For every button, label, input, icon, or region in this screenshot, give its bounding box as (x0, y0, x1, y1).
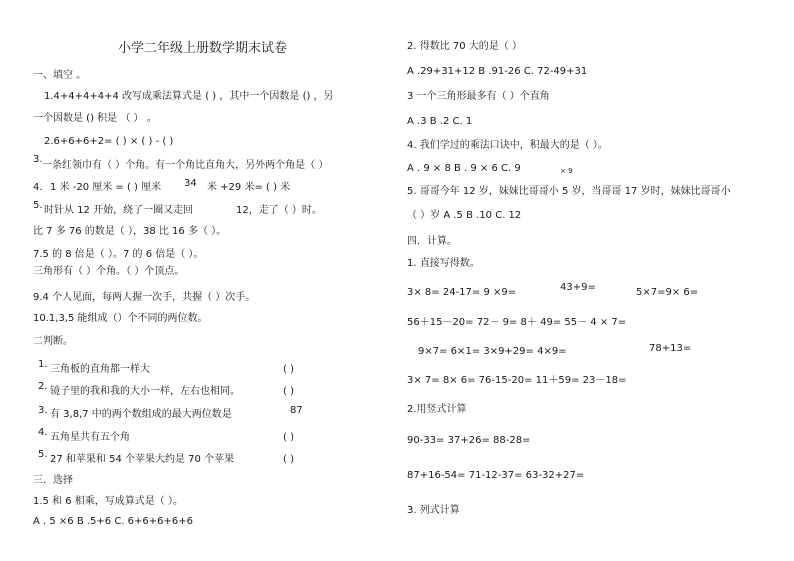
judge-3-number: 87 (290, 405, 303, 416)
calc-word-heading: 3. 列式计算 (407, 505, 460, 516)
section-fill-in: 一、填空 。 (33, 70, 87, 81)
choice-4-options: A . 9 × 8 B . 9 × 6 C. 9 (407, 163, 521, 174)
question-1-line-2: 一个因数是 () 积是 （ ） 。 (33, 113, 157, 124)
calc-vertical-heading: 2.用竖式计算 (407, 404, 467, 415)
judge-number-2: 2. (38, 381, 48, 392)
choice-5-line-1: 5. 哥哥今年 12 岁，妹妹比哥哥小 5 岁，当哥哥 17 岁时，妹妹比哥哥小 (407, 186, 731, 197)
judge-number-1: 1. (38, 359, 48, 370)
judge-1: 三角板的直角都一样大 (50, 364, 150, 375)
choice-3: 3 一个三角形最多有（ ）个直角 (407, 91, 550, 102)
number-4: 4. (33, 182, 43, 193)
question-9: 9.4 个人见面，每两人握一次手，共握（ ）次手。 (33, 292, 256, 303)
calc-row-1-part-3: 5×7=9× 6= (636, 287, 699, 298)
calc-row-4: 3× 7= 8× 6= 76-15-20= 11＋59= 23－18= (407, 375, 627, 386)
question-5-part-1: 时针从 12 开始，绕了一圈又走回 (44, 205, 194, 216)
section-choice: 三．选择 (33, 475, 73, 486)
judge-number-5: 5. (38, 449, 48, 460)
question-2: 2.6+6+6+2= ( ) × ( ) - ( ) (44, 136, 174, 147)
question-3: 一条红领巾有（ ）个角。有一个角比直角大，另外两个角是（ ） (42, 160, 329, 171)
choice-3-options: A .3 B .2 C. 1 (407, 116, 473, 127)
question-6: 比 7 多 76 的数是（ ），38 比 16 多（ ）。 (33, 226, 227, 237)
choice-2: 2. 得数比 70 大的是（ ） (407, 41, 522, 52)
question-1-line-1: 1.4+4+4+4+4 改写成乘法算式是 ( ) ，其中一个因数是 () ，另 (44, 91, 334, 102)
number-3: 3. (33, 154, 43, 165)
choice-5-line-2: （ ）岁 A .5 B .10 C. 12 (407, 210, 522, 221)
number-5: 5. (33, 200, 43, 211)
judge-5: 27 和苹果和 54 个苹果大约是 70 个苹果 (50, 454, 235, 465)
choice-2-options: A .29+31+12 B .91-26 C. 72-49+31 (407, 66, 588, 77)
section-calc: 四．计算。 (407, 236, 457, 247)
calc-row-3-part-1: 9×7= 6×1= 3×9+29= 4×9= (418, 346, 567, 357)
question-7: 7.5 的 8 倍是（ ）。7 的 6 倍是（ ）。 (33, 249, 204, 260)
judge-number-3: 3. (38, 405, 48, 416)
question-10: 10.1,3,5 能组成（）个不同的两位数。 (33, 313, 208, 324)
judge-number-4: 4. (38, 427, 48, 438)
section-judge: 二判断。 (33, 336, 73, 347)
question-5-part-2: 12，走了（ ）时。 (236, 205, 322, 216)
choice-1-options: A . 5 ×6 B .5+6 C. 6+6+6+6+6 (33, 516, 194, 527)
calc-vertical-row-2: 87+16-54= 71-12-37= 63-32+27= (407, 470, 585, 481)
question-8: 三角形有（ ）个角。（ ）个顶点。 (33, 266, 185, 277)
judge-2: 镜子里的我和我的大小一样，左右也相同。 (50, 386, 240, 397)
choice-4: 4. 我们学过的乘法口诀中，积最大的是（ ）。 (407, 140, 608, 151)
calc-row-2: 56＋15－20= 72－ 9= 8＋ 49= 55－ 4 × 7= (407, 317, 627, 328)
calc-row-3-part-2: 78+13= (649, 343, 692, 354)
calc-row-1-part-2: 43+9= (560, 282, 596, 293)
judge-2-answer: ( ) (283, 386, 294, 397)
exam-title: 小学二年级上册数学期末试卷 (118, 41, 288, 56)
calc-row-1-part-1: 3× 8= 24-17= 9 ×9= (407, 287, 517, 298)
judge-3: 有 3,8,7 中的两个数组成的最大两位数是 (50, 409, 232, 420)
judge-1-answer: ( ) (283, 364, 294, 375)
question-4-part-3: 米 +29 米= ( ) 米 (207, 182, 291, 193)
calc-direct-heading: 1. 直接写得数。 (407, 258, 480, 269)
judge-4: 五角星共有五个角 (50, 432, 130, 443)
judge-4-answer: ( ) (283, 432, 294, 443)
choice-1: 1.5 和 6 相乘，写成算式是（ ）。 (33, 496, 183, 507)
question-4-part-1: 1 米 -20 厘米 = ( ) 厘米 (50, 182, 162, 193)
choice-4-options-tail: × 9 (560, 167, 573, 175)
calc-vertical-row-1: 90-33= 37+26= 88-28= (407, 435, 531, 446)
question-4-part-2: 34 (184, 178, 197, 189)
judge-5-answer: ( ) (283, 454, 294, 465)
